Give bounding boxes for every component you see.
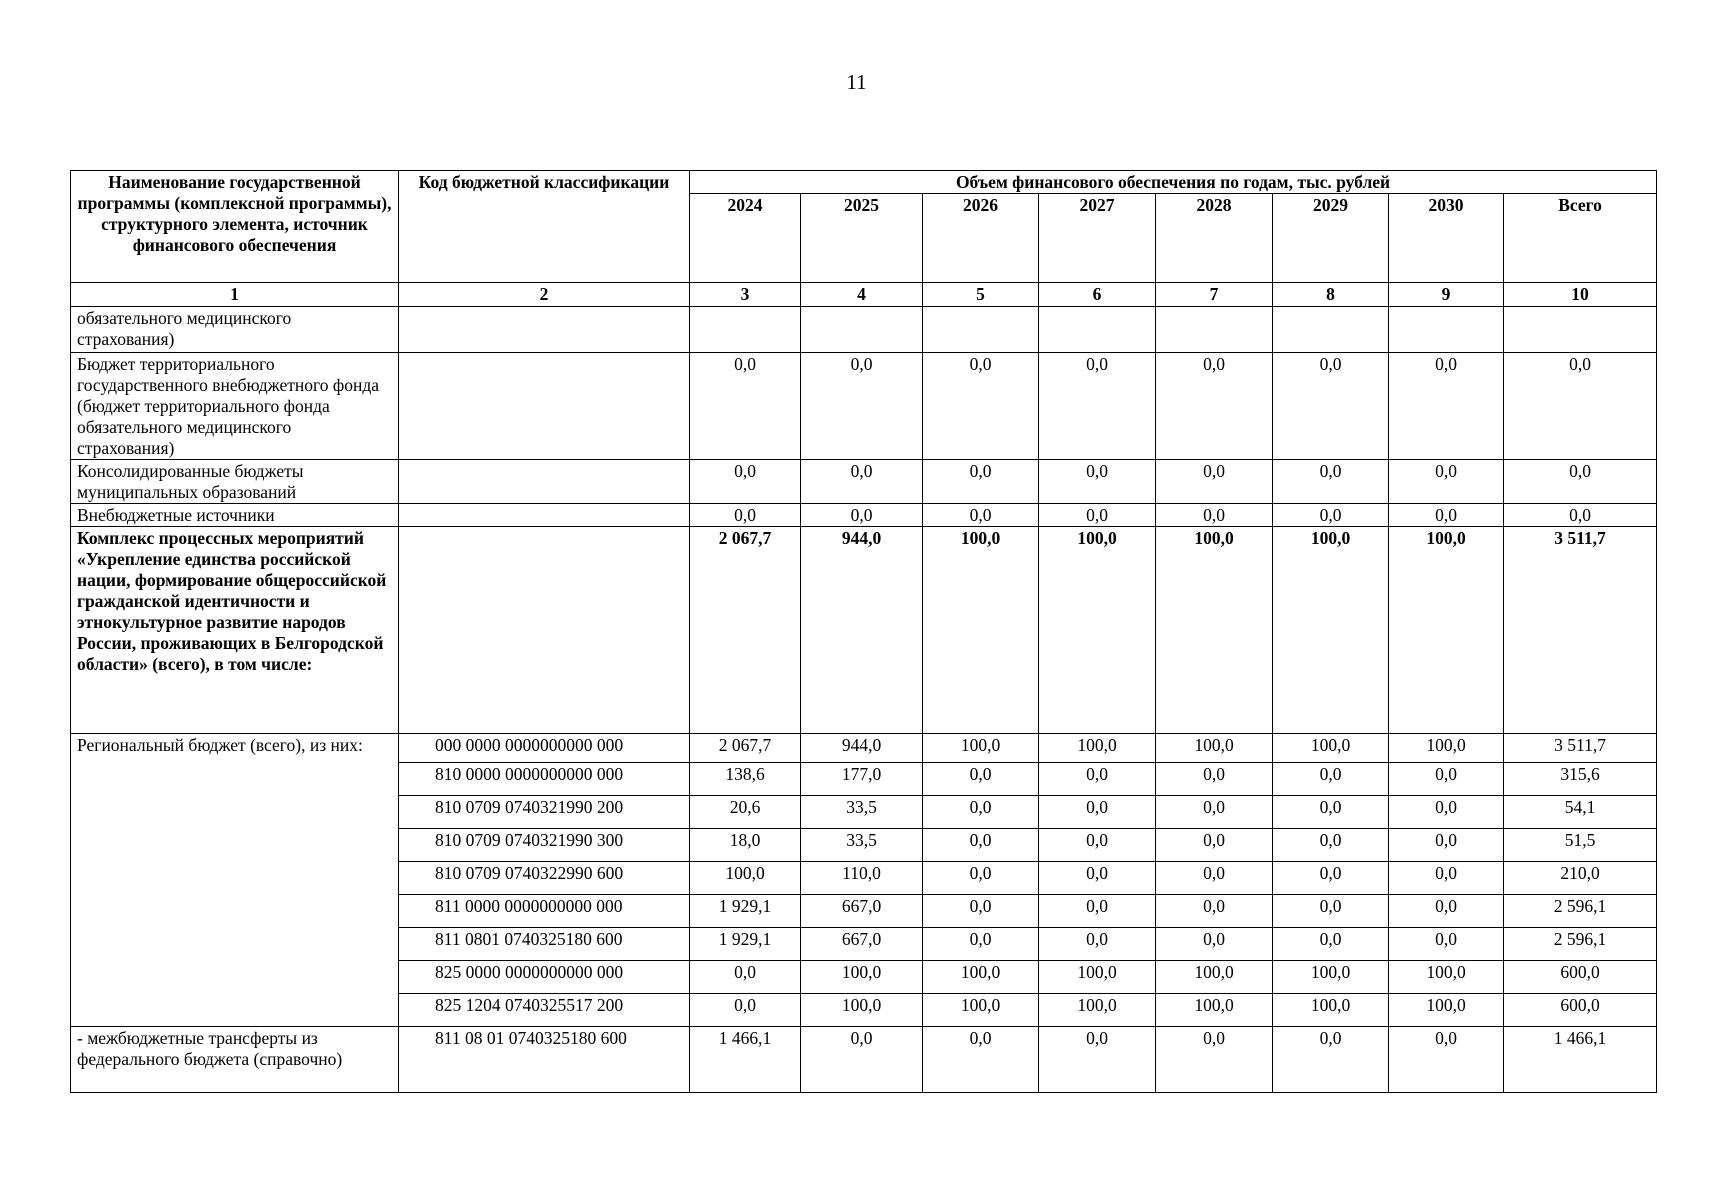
value-cell: [801, 307, 923, 353]
value-cell: 177,0: [801, 763, 923, 796]
header-year: 2025: [801, 194, 923, 283]
value-cell: [1273, 307, 1389, 353]
value-cell: 0,0: [690, 353, 801, 460]
value-cell: 33,5: [801, 796, 923, 829]
row-code: [399, 353, 690, 460]
header-year: 2028: [1156, 194, 1273, 283]
value-cell: [1039, 307, 1156, 353]
row-code: [399, 460, 690, 504]
value-cell: 0,0: [923, 829, 1039, 862]
value-cell: 0,0: [1273, 1027, 1389, 1093]
value-total: 3 511,7: [1504, 734, 1657, 763]
value-cell: 100,0: [923, 961, 1039, 994]
column-index: 6: [1039, 283, 1156, 307]
row-code: 810 0000 0000000000 000: [399, 763, 690, 796]
value-total: 600,0: [1504, 994, 1657, 1027]
header-total: Всего: [1504, 194, 1657, 283]
value-cell: 0,0: [1389, 353, 1504, 460]
value-total: 0,0: [1504, 353, 1657, 460]
value-total: 54,1: [1504, 796, 1657, 829]
value-cell: 100,0: [1156, 734, 1273, 763]
header-year: 2024: [690, 194, 801, 283]
column-index: 10: [1504, 283, 1657, 307]
value-total: 2 596,1: [1504, 895, 1657, 928]
value-cell: 33,5: [801, 829, 923, 862]
value-cell: 0,0: [1273, 928, 1389, 961]
value-cell: 0,0: [1273, 862, 1389, 895]
value-cell: 0,0: [1273, 460, 1389, 504]
value-cell: 1 929,1: [690, 928, 801, 961]
value-cell: 0,0: [690, 961, 801, 994]
row-code: [399, 527, 690, 734]
value-cell: 0,0: [923, 1027, 1039, 1093]
value-cell: 100,0: [1389, 734, 1504, 763]
value-cell: [923, 307, 1039, 353]
row-name: обязательного медицинского страхования): [71, 307, 399, 353]
value-cell: 0,0: [690, 994, 801, 1027]
value-cell: 100,0: [923, 734, 1039, 763]
value-cell: 100,0: [690, 862, 801, 895]
value-cell: [1156, 307, 1273, 353]
value-cell: 0,0: [1273, 353, 1389, 460]
value-cell: 0,0: [1389, 763, 1504, 796]
row-code: 825 0000 0000000000 000: [399, 961, 690, 994]
value-cell: 0,0: [1156, 1027, 1273, 1093]
column-index: 1: [71, 283, 399, 307]
header-year: 2029: [1273, 194, 1389, 283]
financing-table: [70, 170, 1657, 1093]
row-name: Региональный бюджет (всего), из них:: [71, 734, 399, 1027]
value-cell: 0,0: [1039, 829, 1156, 862]
value-cell: 100,0: [1389, 961, 1504, 994]
value-cell: 0,0: [1273, 796, 1389, 829]
value-cell: 0,0: [1273, 504, 1389, 527]
value-cell: 0,0: [1039, 504, 1156, 527]
value-cell: 18,0: [690, 829, 801, 862]
row-name: Комплекс процессных мероприятий «Укрепление единства российской нации, формирование общероссийской гражданской идентичности и этнокультурное развитие народов России, проживающих в Белгородской области» (всего), в том числе:: [71, 527, 399, 734]
page-number: 11: [846, 70, 867, 94]
header-name: Наименование государственной программы (комплексной программы), структурного элемента, источник финансового обеспечения: [71, 171, 399, 283]
table-body: [71, 307, 1657, 1093]
value-cell: 0,0: [1389, 928, 1504, 961]
column-index: 8: [1273, 283, 1389, 307]
value-cell: 0,0: [1389, 1027, 1504, 1093]
value-cell: 2 067,7: [690, 527, 801, 734]
value-cell: 0,0: [801, 504, 923, 527]
value-cell: 0,0: [1156, 796, 1273, 829]
header-year: 2026: [923, 194, 1039, 283]
row-name: Консолидированные бюджеты муниципальных образований: [71, 460, 399, 504]
row-code: 000 0000 0000000000 000: [399, 734, 690, 763]
header-financing-group: Объем финансового обеспечения по годам, тыс. рублей: [690, 171, 1657, 194]
value-cell: 0,0: [1273, 763, 1389, 796]
value-cell: 100,0: [801, 994, 923, 1027]
value-cell: 1 929,1: [690, 895, 801, 928]
value-cell: 0,0: [1039, 1027, 1156, 1093]
value-cell: 0,0: [1156, 829, 1273, 862]
value-cell: 100,0: [1389, 527, 1504, 734]
table-row: [71, 353, 1657, 460]
row-code: 825 1204 0740325517 200: [399, 994, 690, 1027]
value-total: [1504, 307, 1657, 353]
value-cell: 100,0: [1273, 527, 1389, 734]
value-cell: 0,0: [1389, 895, 1504, 928]
value-cell: 0,0: [1156, 928, 1273, 961]
value-cell: 0,0: [1156, 353, 1273, 460]
value-cell: 944,0: [801, 734, 923, 763]
value-cell: 0,0: [923, 460, 1039, 504]
value-total: 0,0: [1504, 504, 1657, 527]
value-cell: 100,0: [1156, 994, 1273, 1027]
value-cell: 100,0: [1156, 527, 1273, 734]
column-index: 3: [690, 283, 801, 307]
table-row: [71, 527, 1657, 734]
value-cell: 0,0: [690, 504, 801, 527]
value-cell: 0,0: [1039, 862, 1156, 895]
value-total: 600,0: [1504, 961, 1657, 994]
column-index: 7: [1156, 283, 1273, 307]
value-cell: 0,0: [923, 504, 1039, 527]
table-row: [71, 460, 1657, 504]
value-cell: 0,0: [923, 895, 1039, 928]
row-code: [399, 307, 690, 353]
value-cell: 0,0: [1389, 460, 1504, 504]
row-name: Внебюджетные источники: [71, 504, 399, 527]
value-cell: 0,0: [801, 1027, 923, 1093]
value-cell: 0,0: [923, 862, 1039, 895]
value-cell: 944,0: [801, 527, 923, 734]
value-cell: 100,0: [923, 994, 1039, 1027]
row-name: - межбюджетные трансферты из федерального бюджета (справочно): [71, 1027, 399, 1093]
value-cell: 100,0: [1039, 994, 1156, 1027]
value-cell: 0,0: [1389, 796, 1504, 829]
row-code: 811 08 01 0740325180 600: [399, 1027, 690, 1093]
table-row: [71, 734, 1657, 763]
value-cell: 100,0: [1273, 734, 1389, 763]
value-cell: 100,0: [1039, 527, 1156, 734]
value-cell: 667,0: [801, 928, 923, 961]
value-cell: 0,0: [1156, 895, 1273, 928]
column-index: 5: [923, 283, 1039, 307]
value-cell: 0,0: [1389, 829, 1504, 862]
value-cell: 0,0: [801, 460, 923, 504]
value-cell: [690, 307, 801, 353]
value-cell: 0,0: [1156, 460, 1273, 504]
value-cell: 0,0: [1389, 504, 1504, 527]
value-total: 2 596,1: [1504, 928, 1657, 961]
table-row: [71, 307, 1657, 353]
value-cell: 100,0: [801, 961, 923, 994]
value-cell: 0,0: [1273, 829, 1389, 862]
row-code: 810 0709 0740322990 600: [399, 862, 690, 895]
table-row: [71, 1027, 1657, 1093]
value-cell: 0,0: [1039, 895, 1156, 928]
row-code: 810 0709 0740321990 300: [399, 829, 690, 862]
value-cell: 100,0: [1389, 994, 1504, 1027]
value-cell: 0,0: [1156, 763, 1273, 796]
value-cell: 100,0: [1273, 994, 1389, 1027]
column-index: 2: [399, 283, 690, 307]
value-cell: 1 466,1: [690, 1027, 801, 1093]
table-row: [71, 504, 1657, 527]
value-cell: 0,0: [1039, 460, 1156, 504]
row-code: 811 0000 0000000000 000: [399, 895, 690, 928]
value-cell: 110,0: [801, 862, 923, 895]
value-cell: 0,0: [1039, 763, 1156, 796]
value-cell: 138,6: [690, 763, 801, 796]
row-code: [399, 504, 690, 527]
value-cell: 0,0: [1273, 895, 1389, 928]
value-total: 1 466,1: [1504, 1027, 1657, 1093]
value-cell: 0,0: [1039, 353, 1156, 460]
value-total: 3 511,7: [1504, 527, 1657, 734]
value-cell: 0,0: [801, 353, 923, 460]
value-cell: 0,0: [923, 796, 1039, 829]
value-cell: 100,0: [1273, 961, 1389, 994]
value-cell: 100,0: [1039, 961, 1156, 994]
value-cell: 0,0: [1389, 862, 1504, 895]
value-cell: 0,0: [1039, 796, 1156, 829]
value-cell: 0,0: [923, 763, 1039, 796]
value-cell: 20,6: [690, 796, 801, 829]
value-cell: 2 067,7: [690, 734, 801, 763]
row-name: Бюджет территориального государственного внебюджетного фонда (бюджет территориального фонда обязательного медицинского страхования): [71, 353, 399, 460]
value-cell: 667,0: [801, 895, 923, 928]
value-cell: 0,0: [1156, 862, 1273, 895]
header-year: 2030: [1389, 194, 1504, 283]
value-cell: 0,0: [923, 928, 1039, 961]
value-cell: 0,0: [1039, 928, 1156, 961]
column-index: 9: [1389, 283, 1504, 307]
header-year: 2027: [1039, 194, 1156, 283]
value-total: 210,0: [1504, 862, 1657, 895]
value-cell: 0,0: [690, 460, 801, 504]
value-total: 51,5: [1504, 829, 1657, 862]
value-cell: [1389, 307, 1504, 353]
column-index: 4: [801, 283, 923, 307]
value-cell: 100,0: [1039, 734, 1156, 763]
value-total: 315,6: [1504, 763, 1657, 796]
value-cell: 0,0: [1156, 504, 1273, 527]
header-code: Код бюджетной классификации: [399, 171, 690, 283]
row-code: 810 0709 0740321990 200: [399, 796, 690, 829]
value-cell: 0,0: [923, 353, 1039, 460]
value-cell: 100,0: [1156, 961, 1273, 994]
row-code: 811 0801 0740325180 600: [399, 928, 690, 961]
value-cell: 100,0: [923, 527, 1039, 734]
value-total: 0,0: [1504, 460, 1657, 504]
